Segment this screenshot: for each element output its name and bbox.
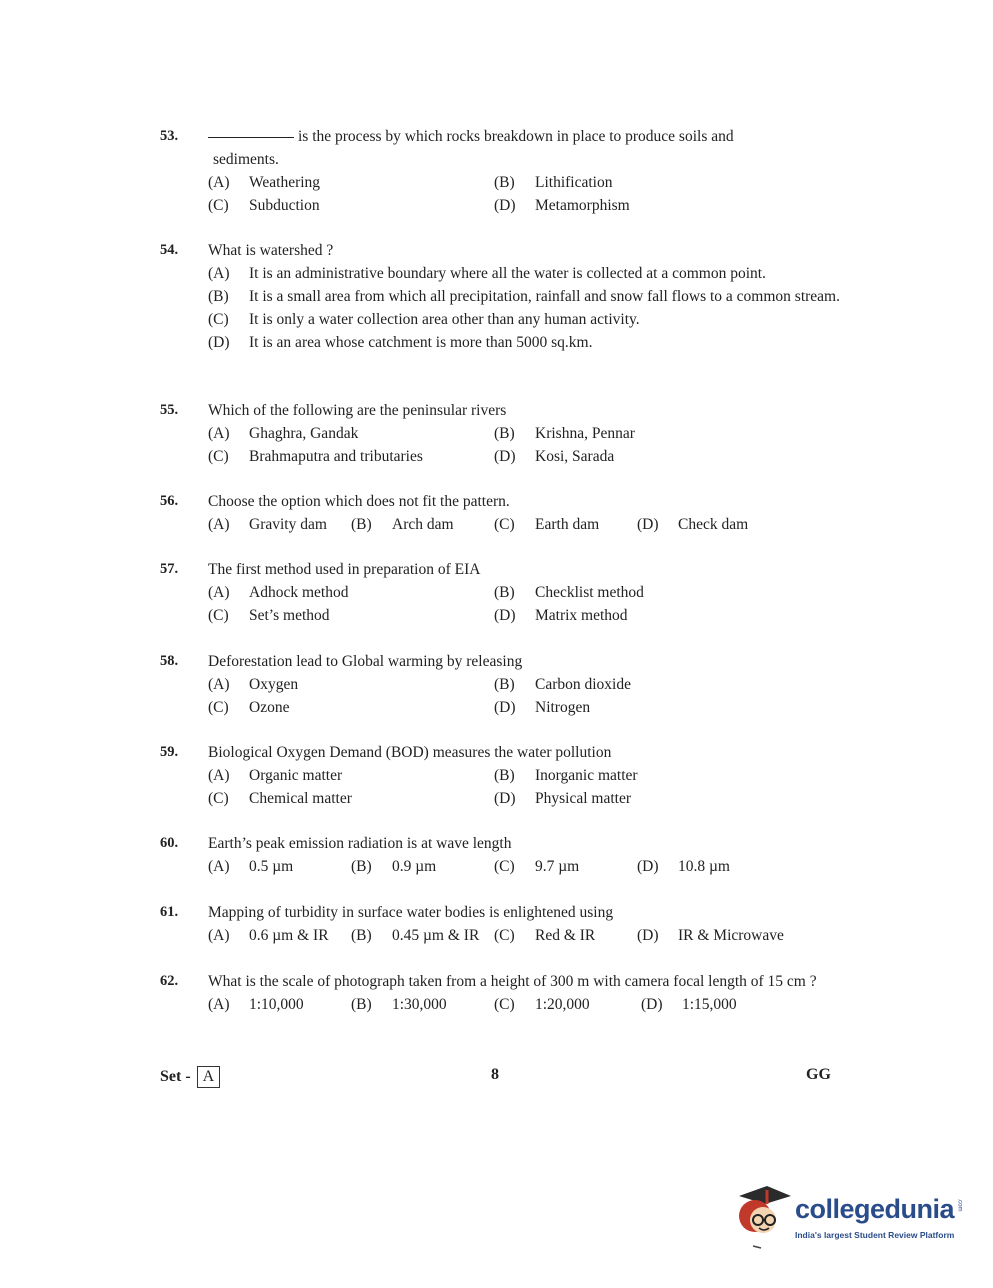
option-d: (D) 10.8 µm <box>637 858 730 875</box>
question-number: 57. <box>160 561 179 577</box>
question-text: Biological Oxygen Demand (BOD) measures the water pollution <box>208 744 612 761</box>
option-a: (A) 0.5 µm <box>208 858 294 875</box>
question-60 <box>160 832 850 878</box>
option-a: (A) It is an administrative boundary where all the water is collected at a common point. <box>208 265 766 282</box>
question-number: 56. <box>160 493 179 509</box>
paper-code: GG <box>806 1066 831 1083</box>
option-b: (B) 0.9 µm <box>351 858 437 875</box>
option-a: (A) Oxygen <box>208 676 299 693</box>
set-value: A <box>197 1066 221 1088</box>
question-55 <box>160 399 850 468</box>
option-c: (C) Ozone <box>208 699 290 716</box>
set-label: Set - <box>160 1068 191 1085</box>
option-a: (A) Organic matter <box>208 767 343 784</box>
option-d: (D) Matrix method <box>494 607 628 624</box>
question-53 <box>160 125 850 217</box>
answer-blank <box>208 137 294 138</box>
option-a: (A) Weathering <box>208 174 321 191</box>
question-58 <box>160 650 850 719</box>
option-c: (C) Red & IR <box>494 927 596 944</box>
option-c: (C) Set’s method <box>208 607 330 624</box>
question-number: 62. <box>160 973 179 989</box>
question-text: Deforestation lead to Global warming by releasing <box>208 653 523 670</box>
logo-wordmark: collegedunia <box>795 1194 955 1224</box>
logo-tagline: India's largest Student Review Platform <box>795 1230 955 1240</box>
question-text: The first method used in preparation of EIA <box>208 561 481 578</box>
logo-suffix: .com <box>956 1198 963 1212</box>
question-62 <box>160 970 850 1016</box>
option-a: (A) Ghaghra, Gandak <box>208 425 359 442</box>
question-number: 60. <box>160 835 179 851</box>
question-text: Which of the following are the peninsular rivers <box>208 402 507 419</box>
question-59 <box>160 741 850 810</box>
option-d: (D) Metamorphism <box>494 197 630 214</box>
option-d: (D) 1:15,000 <box>641 996 737 1013</box>
option-c: (C) Chemical matter <box>208 790 352 807</box>
option-d: (D) IR & Microwave <box>637 927 784 944</box>
option-b: (B) Arch dam <box>351 516 454 533</box>
option-a: (A) 0.6 µm & IR <box>208 927 329 944</box>
question-number: 59. <box>160 744 179 760</box>
option-a: (A) 1:10,000 <box>208 996 304 1013</box>
option-b: (B) Krishna, Pennar <box>494 425 635 442</box>
option-b: (B) It is a small area from which all precipitation, rainfall and snow fall flows to a common stream. <box>208 288 840 305</box>
question-text-continued: sediments. <box>213 151 279 168</box>
option-b: (B) 0.45 µm & IR <box>351 927 480 944</box>
question-56 <box>160 490 850 536</box>
question-text: What is the scale of photograph taken from a height of 300 m with camera focal length of 15 cm ? <box>208 973 817 990</box>
option-c: (C) 1:20,000 <box>494 996 590 1013</box>
option-a: (A) Gravity dam <box>208 516 327 533</box>
question-text: is the process by which rocks breakdown in place to produce soils and <box>298 128 734 145</box>
collegedunia-logo <box>733 1182 963 1252</box>
page-number: 8 <box>491 1066 499 1083</box>
question-number: 61. <box>160 904 179 920</box>
option-b: (B) Inorganic matter <box>494 767 638 784</box>
question-number: 54. <box>160 242 179 258</box>
option-c: (C) Earth dam <box>494 516 600 533</box>
option-b: (B) Lithification <box>494 174 613 191</box>
option-a: (A) Adhock method <box>208 584 349 601</box>
option-d: (D) Physical matter <box>494 790 631 807</box>
set-indicator <box>160 1066 220 1088</box>
option-b: (B) Checklist method <box>494 584 644 601</box>
option-b: (B) 1:30,000 <box>351 996 447 1013</box>
option-c: (C) Subduction <box>208 197 320 214</box>
question-text: Choose the option which does not fit the pattern. <box>208 493 510 510</box>
question-54 <box>160 239 850 354</box>
question-number: 58. <box>160 653 179 669</box>
option-d: (D) Check dam <box>637 516 749 533</box>
question-text: Earth’s peak emission radiation is at wave length <box>208 835 512 852</box>
student-mascot-icon <box>733 1182 793 1252</box>
question-number: 55. <box>160 402 179 418</box>
question-text: What is watershed ? <box>208 242 334 259</box>
option-b: (B) Carbon dioxide <box>494 676 631 693</box>
option-d: (D) Kosi, Sarada <box>494 448 615 465</box>
option-d: (D) Nitrogen <box>494 699 591 716</box>
question-61 <box>160 901 850 947</box>
option-d: (D) It is an area whose catchment is more than 5000 sq.km. <box>208 334 593 351</box>
question-text: Mapping of turbidity in surface water bodies is enlightened using <box>208 904 614 921</box>
option-c: (C) Brahmaputra and tributaries <box>208 448 423 465</box>
option-c: (C) It is only a water collection area other than any human activity. <box>208 311 640 328</box>
question-number: 53. <box>160 128 179 144</box>
option-c: (C) 9.7 µm <box>494 858 580 875</box>
question-57 <box>160 558 850 627</box>
